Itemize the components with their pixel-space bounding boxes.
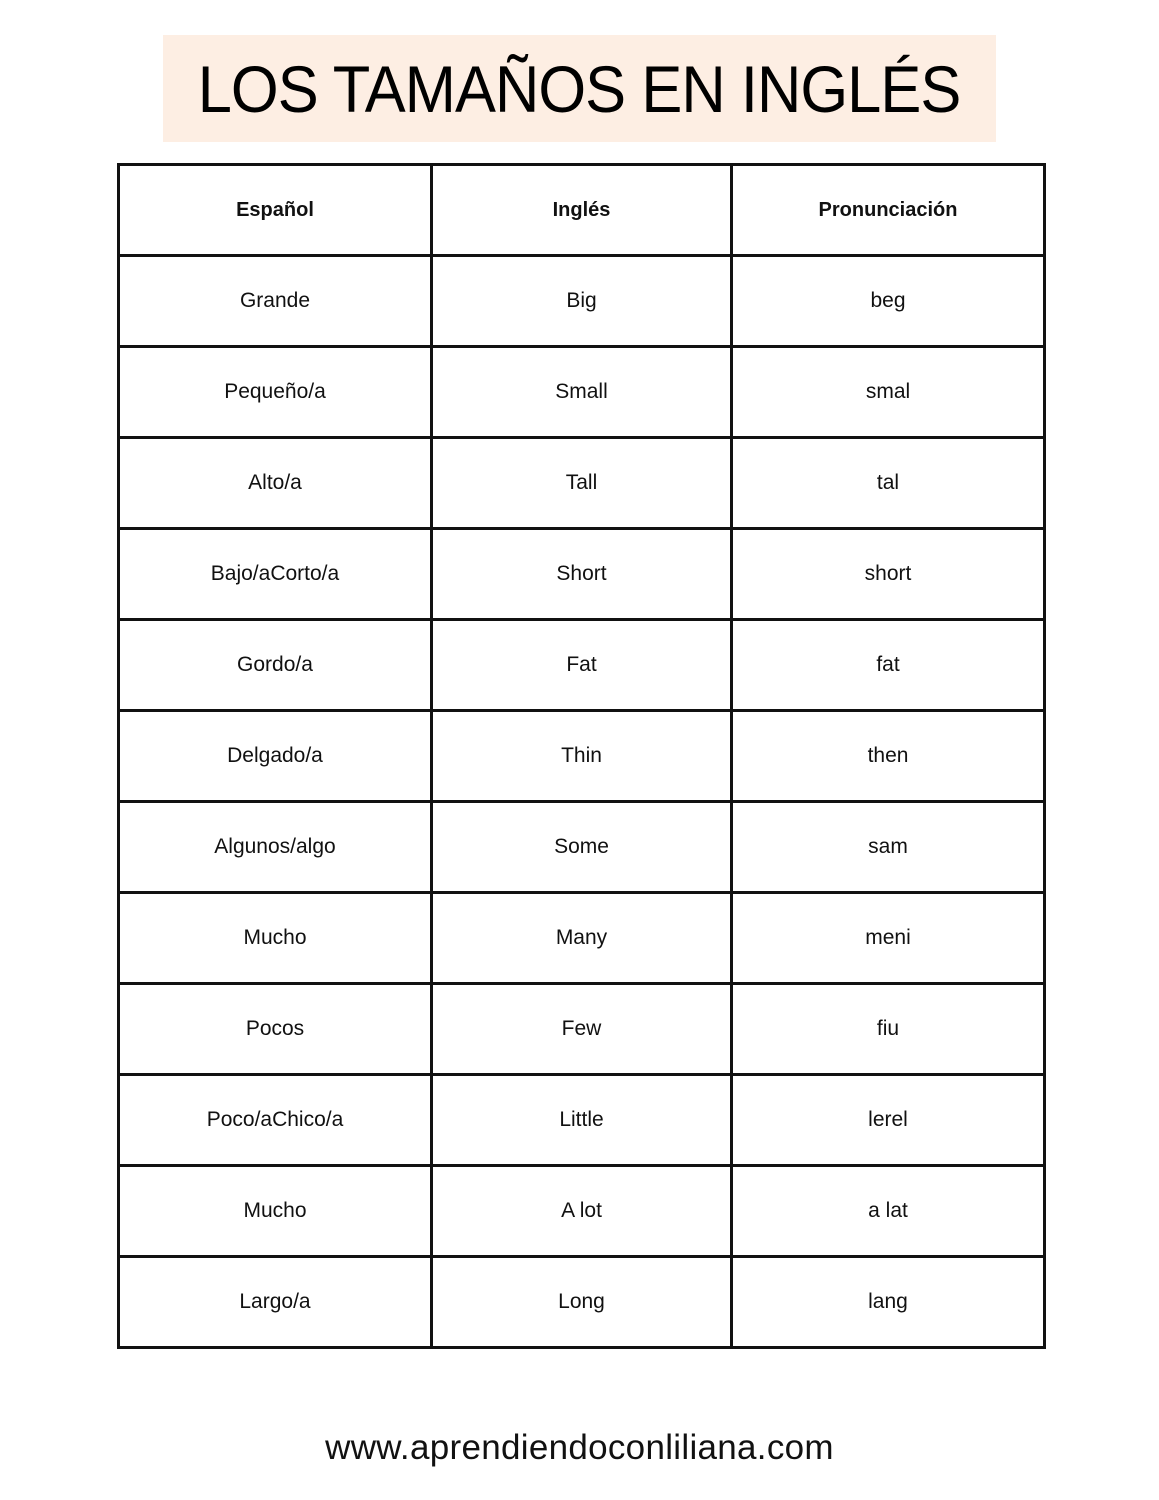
table-header-row	[119, 165, 1045, 256]
cell-pronunciation: then	[732, 711, 1045, 802]
cell-spanish: Algunos/algo	[119, 802, 432, 893]
table-row	[119, 529, 1045, 620]
website-url: www.aprendiendoconliliana.com	[325, 1428, 834, 1467]
cell-english: Fat	[432, 620, 732, 711]
column-header-english: Inglés	[432, 165, 732, 256]
cell-pronunciation: lang	[732, 1257, 1045, 1348]
cell-spanish: Alto/a	[119, 438, 432, 529]
cell-pronunciation: a lat	[732, 1166, 1045, 1257]
cell-spanish: Grande	[119, 256, 432, 347]
cell-english: Thin	[432, 711, 732, 802]
cell-pronunciation: fat	[732, 620, 1045, 711]
cell-spanish: Largo/a	[119, 1257, 432, 1348]
table-row	[119, 1075, 1045, 1166]
cell-pronunciation: tal	[732, 438, 1045, 529]
cell-english: Long	[432, 1257, 732, 1348]
cell-spanish: Delgado/a	[119, 711, 432, 802]
table-row	[119, 1257, 1045, 1348]
table-row	[119, 620, 1045, 711]
cell-pronunciation: meni	[732, 893, 1045, 984]
cell-spanish: Bajo/aCorto/a	[119, 529, 432, 620]
cell-pronunciation: fiu	[732, 984, 1045, 1075]
cell-spanish: Mucho	[119, 893, 432, 984]
cell-english: Little	[432, 1075, 732, 1166]
page-title: LOS TAMAÑOS EN INGLÉS	[198, 51, 961, 126]
cell-spanish: Gordo/a	[119, 620, 432, 711]
table-row	[119, 802, 1045, 893]
cell-english: Many	[432, 893, 732, 984]
table-row	[119, 1166, 1045, 1257]
cell-english: Tall	[432, 438, 732, 529]
vocabulary-table	[117, 163, 1046, 1349]
cell-english: A lot	[432, 1166, 732, 1257]
cell-pronunciation: lerel	[732, 1075, 1045, 1166]
cell-english: Small	[432, 347, 732, 438]
cell-pronunciation: beg	[732, 256, 1045, 347]
cell-spanish: Poco/aChico/a	[119, 1075, 432, 1166]
cell-english: Short	[432, 529, 732, 620]
cell-spanish: Mucho	[119, 1166, 432, 1257]
cell-english: Few	[432, 984, 732, 1075]
cell-spanish: Pequeño/a	[119, 347, 432, 438]
table-row	[119, 984, 1045, 1075]
cell-english: Some	[432, 802, 732, 893]
cell-pronunciation: short	[732, 529, 1045, 620]
table-row	[119, 438, 1045, 529]
title-banner	[163, 35, 996, 142]
cell-english: Big	[432, 256, 732, 347]
table-row	[119, 711, 1045, 802]
table-row	[119, 893, 1045, 984]
cell-spanish: Pocos	[119, 984, 432, 1075]
table-row	[119, 256, 1045, 347]
cell-pronunciation: smal	[732, 347, 1045, 438]
table-row	[119, 347, 1045, 438]
column-header-spanish: Español	[119, 165, 432, 256]
column-header-pronunciation: Pronunciación	[732, 165, 1045, 256]
cell-pronunciation: sam	[732, 802, 1045, 893]
